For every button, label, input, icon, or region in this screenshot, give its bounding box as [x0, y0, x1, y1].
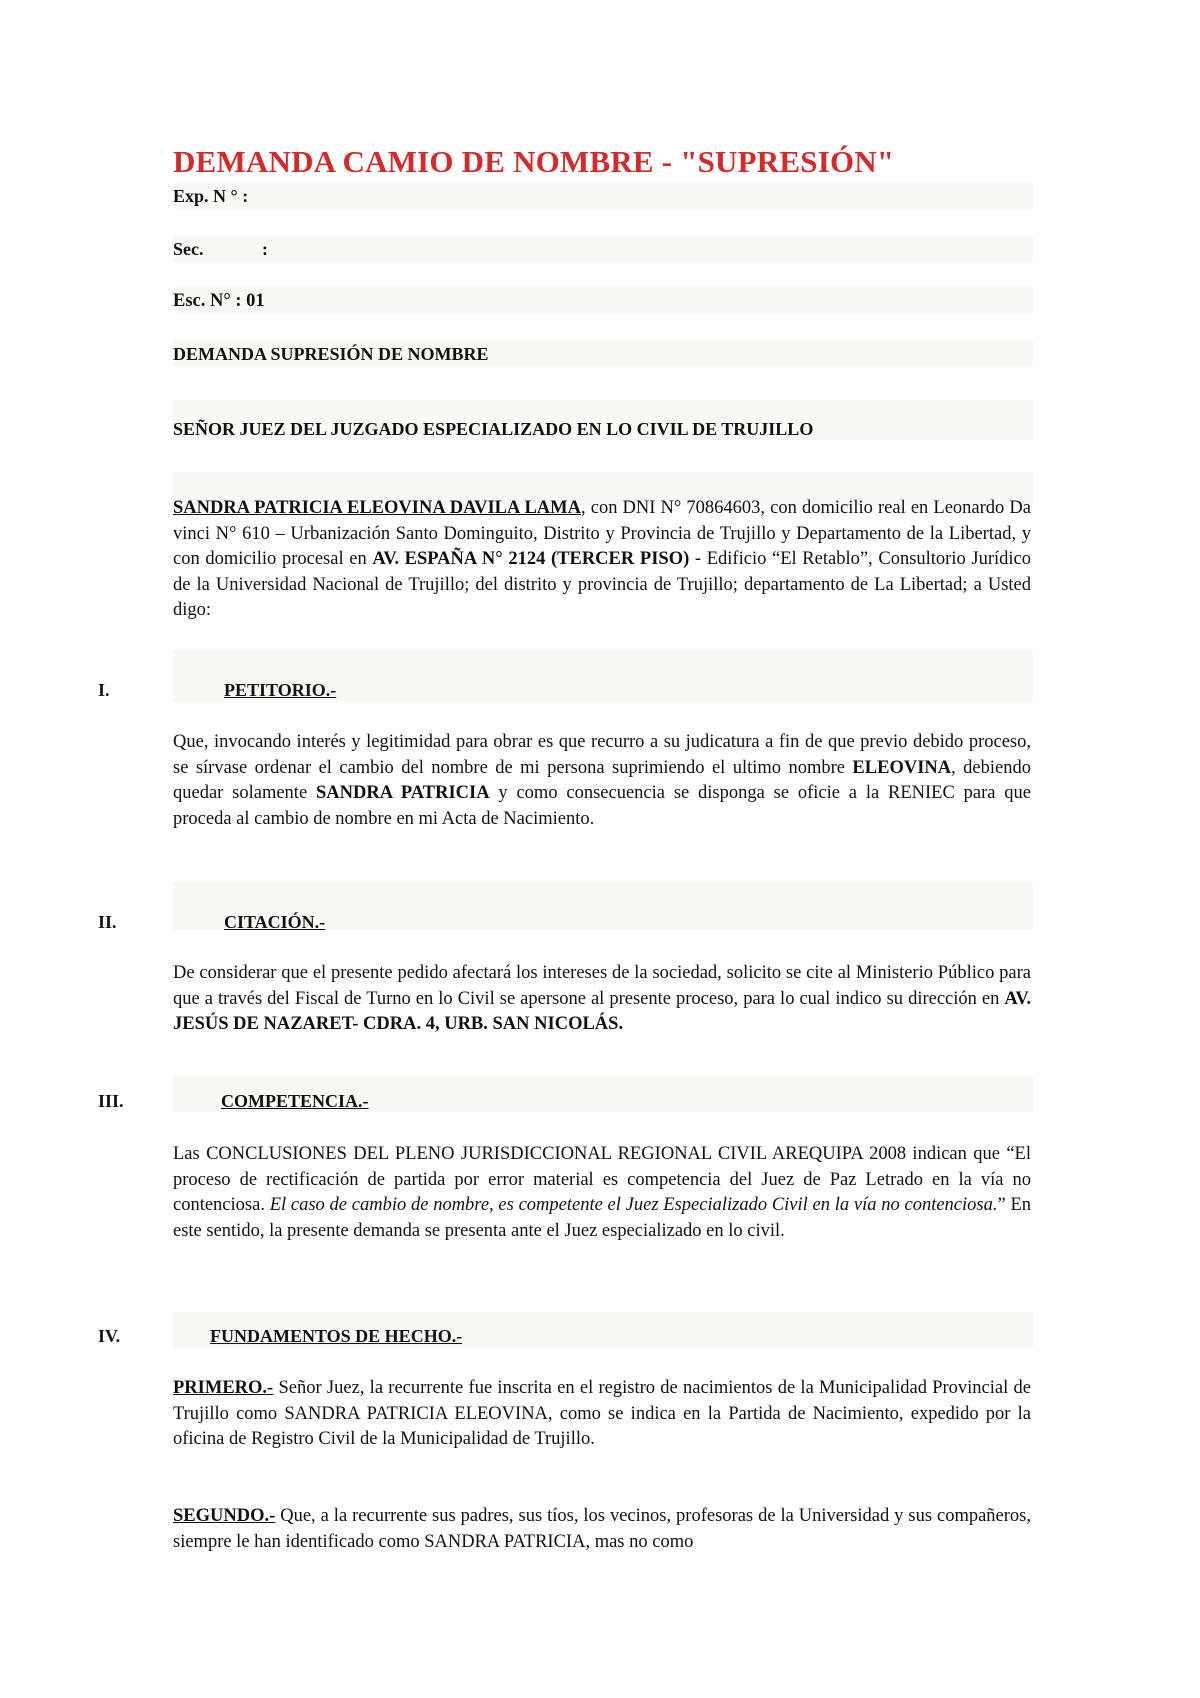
- intro-paragraph: [173, 496, 1031, 624]
- primero-label: PRIMERO.-: [173, 1378, 274, 1398]
- section-number: III.: [98, 1091, 124, 1111]
- section-number: II.: [98, 912, 117, 932]
- citacion-paragraph: [173, 961, 1031, 1038]
- segundo-label: SEGUNDO.-: [173, 1506, 276, 1526]
- petitorio-text-3: y como consecuencia se disponga se oficie a la RENIEC para que proceda al cambio de nombre en mi Acta de Nacimiento.: [173, 783, 1031, 829]
- section-title-citacion: CITACIÓN.-: [224, 912, 326, 932]
- citacion-text: De considerar que el presente pedido afectará los intereses de la sociedad, solicito se cite al Ministerio Público para que a través del Fiscal de Turno en lo Civil se apersone al presente proceso, para lo cual indico su dirección en: [173, 963, 1031, 1009]
- petitorio-text-2: , debiendo quedar solamente: [173, 757, 1031, 803]
- header-row-shade: [173, 236, 1033, 262]
- document-title: DEMANDA CAMIO DE NOMBRE - "SUPRESIÓN": [173, 144, 895, 179]
- section-title-petitorio: PETITORIO.-: [224, 680, 337, 700]
- intro-text-2: - Edificio “El Retablo”, Consultorio Jurídico de la Universidad Nacional de Trujillo; del distrito y provincia de Trujillo; departamento de La Libertad; a Usted digo:: [173, 549, 1031, 620]
- plaintiff-name: SANDRA PATRICIA ELEOVINA DAVILA LAMA: [173, 498, 581, 518]
- competencia-text-2: ” En este sentido, la presente demanda se presenta ante el Juez especializado en lo civil.: [173, 1195, 1031, 1241]
- competencia-paragraph: [173, 1142, 1031, 1244]
- section-title-competencia: COMPETENCIA.-: [221, 1091, 369, 1111]
- header-row-shade: [173, 183, 1033, 209]
- intro-text: , con DNI N° 70864603, con domicilio real en Leonardo Da vinci N° 610 – Urbanización Santo Dominguito, Distrito y Provincia de Trujillo y Departamento de la Libertad, y con domicilio procesal en: [173, 498, 1031, 569]
- suppressed-name: ELEOVINA: [852, 757, 952, 778]
- fundamento-segundo: [173, 1504, 1031, 1555]
- segundo-text: Que, a la recurrente sus padres, sus tíos, los vecinos, profesoras de la Universidad y sus compañeros, siempre le han identificado como SANDRA PATRICIA, mas no como: [173, 1506, 1031, 1552]
- competencia-text: Las CONCLUSIONES DEL PLENO JURISDICCIONAL REGIONAL CIVIL AREQUIPA 2008 indican que “El proceso de rectificación de partida por error material es competencia del Juez de Paz Letrado en la vía no contenciosa.: [173, 1144, 1031, 1215]
- remaining-name: SANDRA PATRICIA: [315, 783, 490, 803]
- section-number: I.: [98, 680, 110, 700]
- competencia-quote: El caso de cambio de nombre, es competente el Juez Especializado Civil en la vía no contenciosa.: [269, 1195, 998, 1215]
- petitorio-text: Que, invocando interés y legitimidad para obrar es que recurro a su judicatura a fin de que previo debido proceso, se sírvase ordenar el cambio del nombre de mi persona suprimiendo el ultimo nombre: [173, 732, 1031, 778]
- primero-text: Señor Juez, la recurrente fue inscrita en el registro de nacimientos de la Municipalidad Provincial de Trujillo como SANDRA PATRICIA ELEOVINA, como se indica en la Partida de Nacimiento, expedido por la oficina de Registro Civil de la Municipalidad de Trujillo.: [173, 1378, 1031, 1449]
- fundamento-primero: [173, 1376, 1031, 1453]
- procedural-address: AV. ESPAÑA N° 2124 (TERCER PISO): [372, 549, 690, 569]
- secretario-colon: :: [262, 239, 268, 259]
- escrito-label: Esc. N° : 01: [173, 291, 265, 311]
- section-number: IV.: [98, 1326, 121, 1346]
- expediente-label: Exp. N ° :: [173, 186, 249, 206]
- section-title-fundamentos: FUNDAMENTOS DE HECHO.-: [210, 1326, 463, 1346]
- addressee: SEÑOR JUEZ DEL JUZGADO ESPECIALIZADO EN LO CIVIL DE TRUJILLO: [173, 419, 814, 439]
- header-row-shade: [173, 287, 1033, 313]
- fiscal-address: AV. JESÚS DE NAZARET- CDRA. 4, URB. SAN NICOLÁS.: [173, 988, 1031, 1034]
- secretario-label: Sec.: [173, 239, 204, 259]
- petitorio-paragraph: [173, 730, 1031, 832]
- demand-type: DEMANDA SUPRESIÓN DE NOMBRE: [173, 344, 489, 364]
